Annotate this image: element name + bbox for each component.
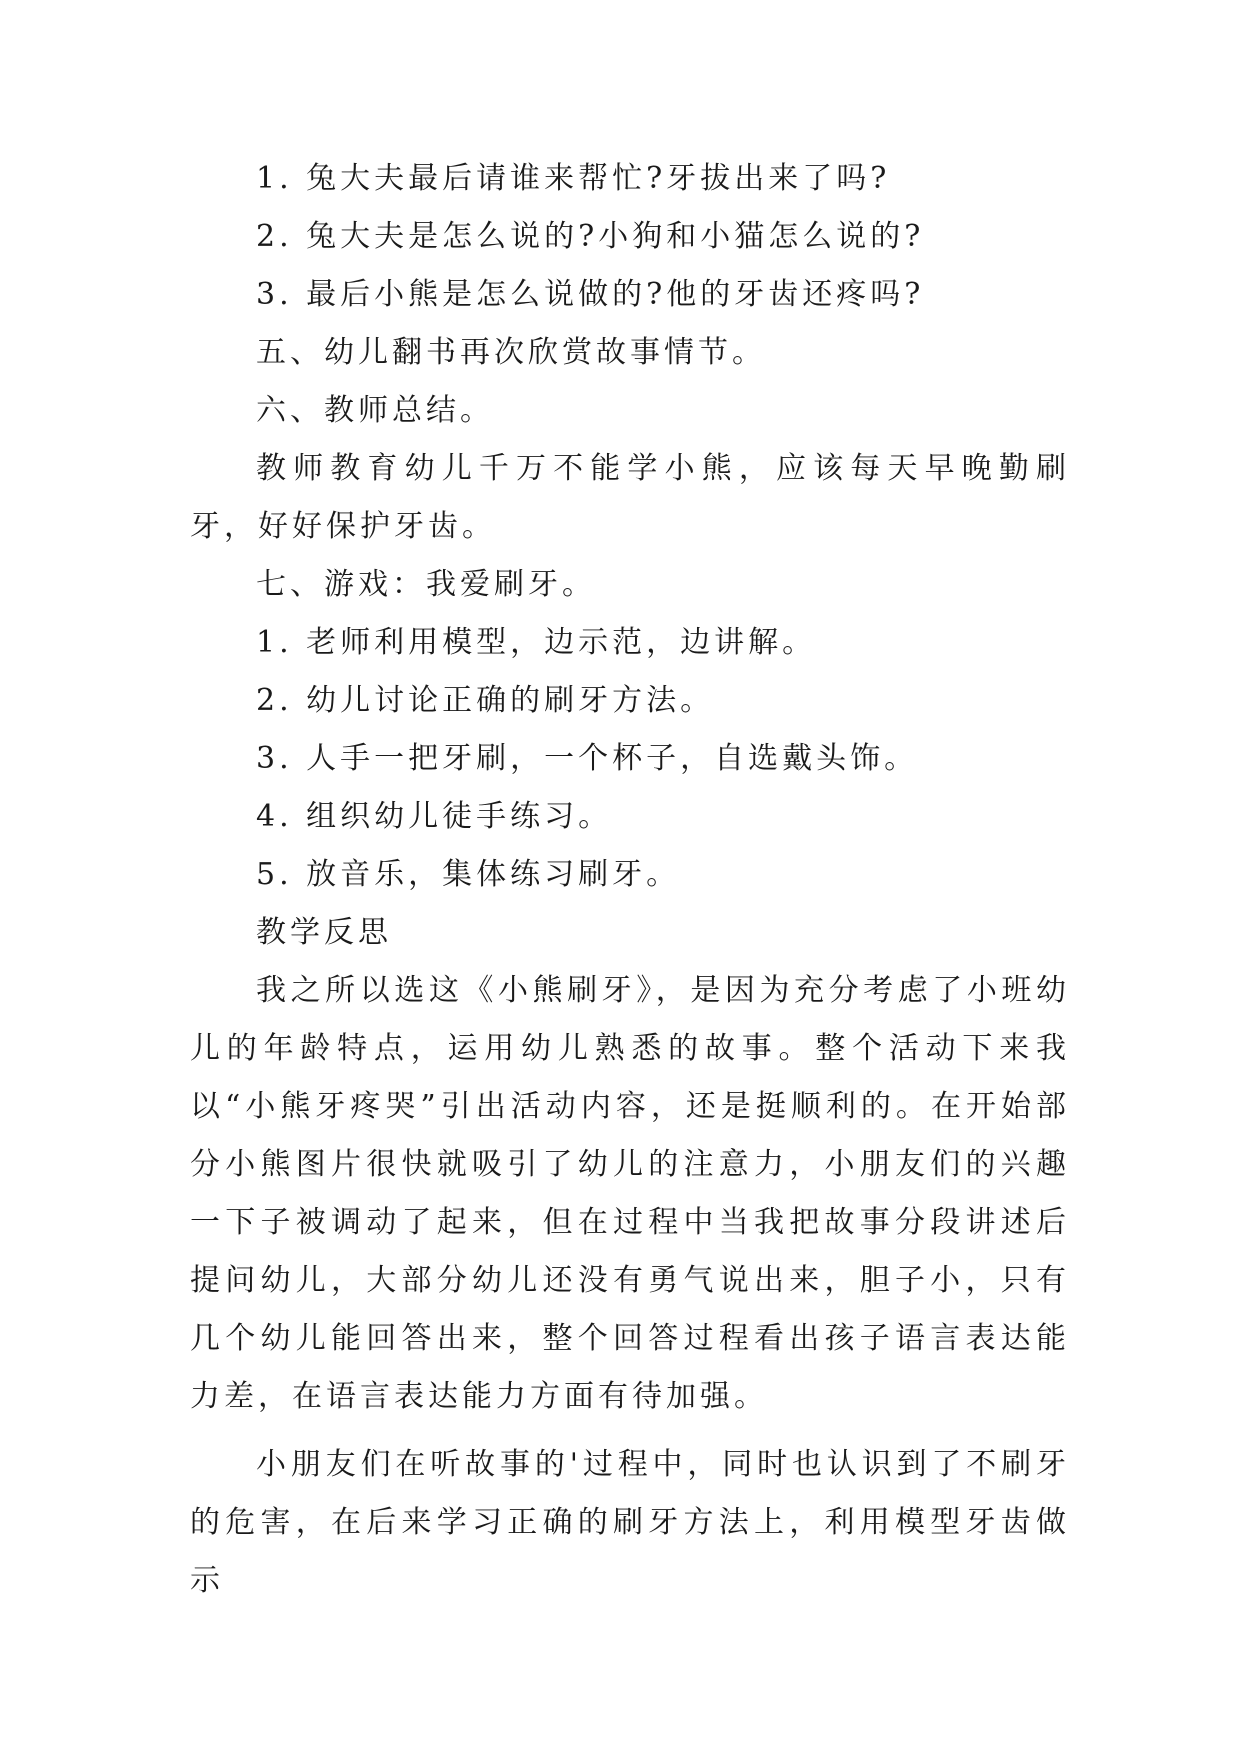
reflection-paragraph-2: 小朋友们在听故事的'过程中，同时也认识到了不刷牙的危害，在后来学习正确的刷牙方法上，利用模型牙齿做示 bbox=[190, 1447, 1070, 1598]
reflection-heading: 教学反思 bbox=[256, 915, 392, 950]
reflection-paragraph-1: 我之所以选这《小熊刷牙》，是因为充分考虑了小班幼儿的年龄特点，运用幼儿熟悉的故事。整个活动下来我以“小熊牙疼哭”引出活动内容，还是挺顺利的。在开始部分小熊图片很快就吸引了幼儿的注意力，小朋友们的兴趣一下子被调动了起来，但在过程中当我把故事分段讲述后提问幼儿，大部分幼儿还没有勇气说出来，胆子小，只有几个幼儿能回答出来，整个回答过程看出孩子语言表达能力差，在语言表达能力方面有待加强。 bbox=[190, 973, 1070, 1414]
section-heading-five: 五、幼儿翻书再次欣赏故事情节。 bbox=[256, 335, 766, 370]
section-heading-seven: 七、游戏：我爱刷牙。 bbox=[256, 567, 596, 602]
question-item-2: 2. 兔大夫是怎么说的?小狗和小猫怎么说的? bbox=[256, 219, 925, 254]
document-body bbox=[190, 150, 1070, 1610]
game-step-2: 2. 幼儿讨论正确的刷牙方法。 bbox=[256, 683, 715, 718]
question-item-1: 1. 兔大夫最后请谁来帮忙?牙拔出来了吗? bbox=[256, 161, 891, 196]
section-heading-six: 六、教师总结。 bbox=[256, 393, 494, 428]
paragraph-gap bbox=[190, 1426, 1070, 1436]
game-step-4: 4. 组织幼儿徒手练习。 bbox=[256, 799, 613, 834]
summary-paragraph: 教师教育幼儿千万不能学小熊，应该每天早晚勤刷牙，好好保护牙齿。 bbox=[190, 451, 1070, 544]
question-item-3: 3. 最后小熊是怎么说做的?他的牙齿还疼吗? bbox=[256, 277, 925, 312]
game-step-5: 5. 放音乐，集体练习刷牙。 bbox=[256, 857, 681, 892]
game-step-1: 1. 老师利用模型，边示范，边讲解。 bbox=[256, 625, 817, 660]
game-step-3: 3. 人手一把牙刷，一个杯子，自选戴头饰。 bbox=[256, 741, 919, 776]
